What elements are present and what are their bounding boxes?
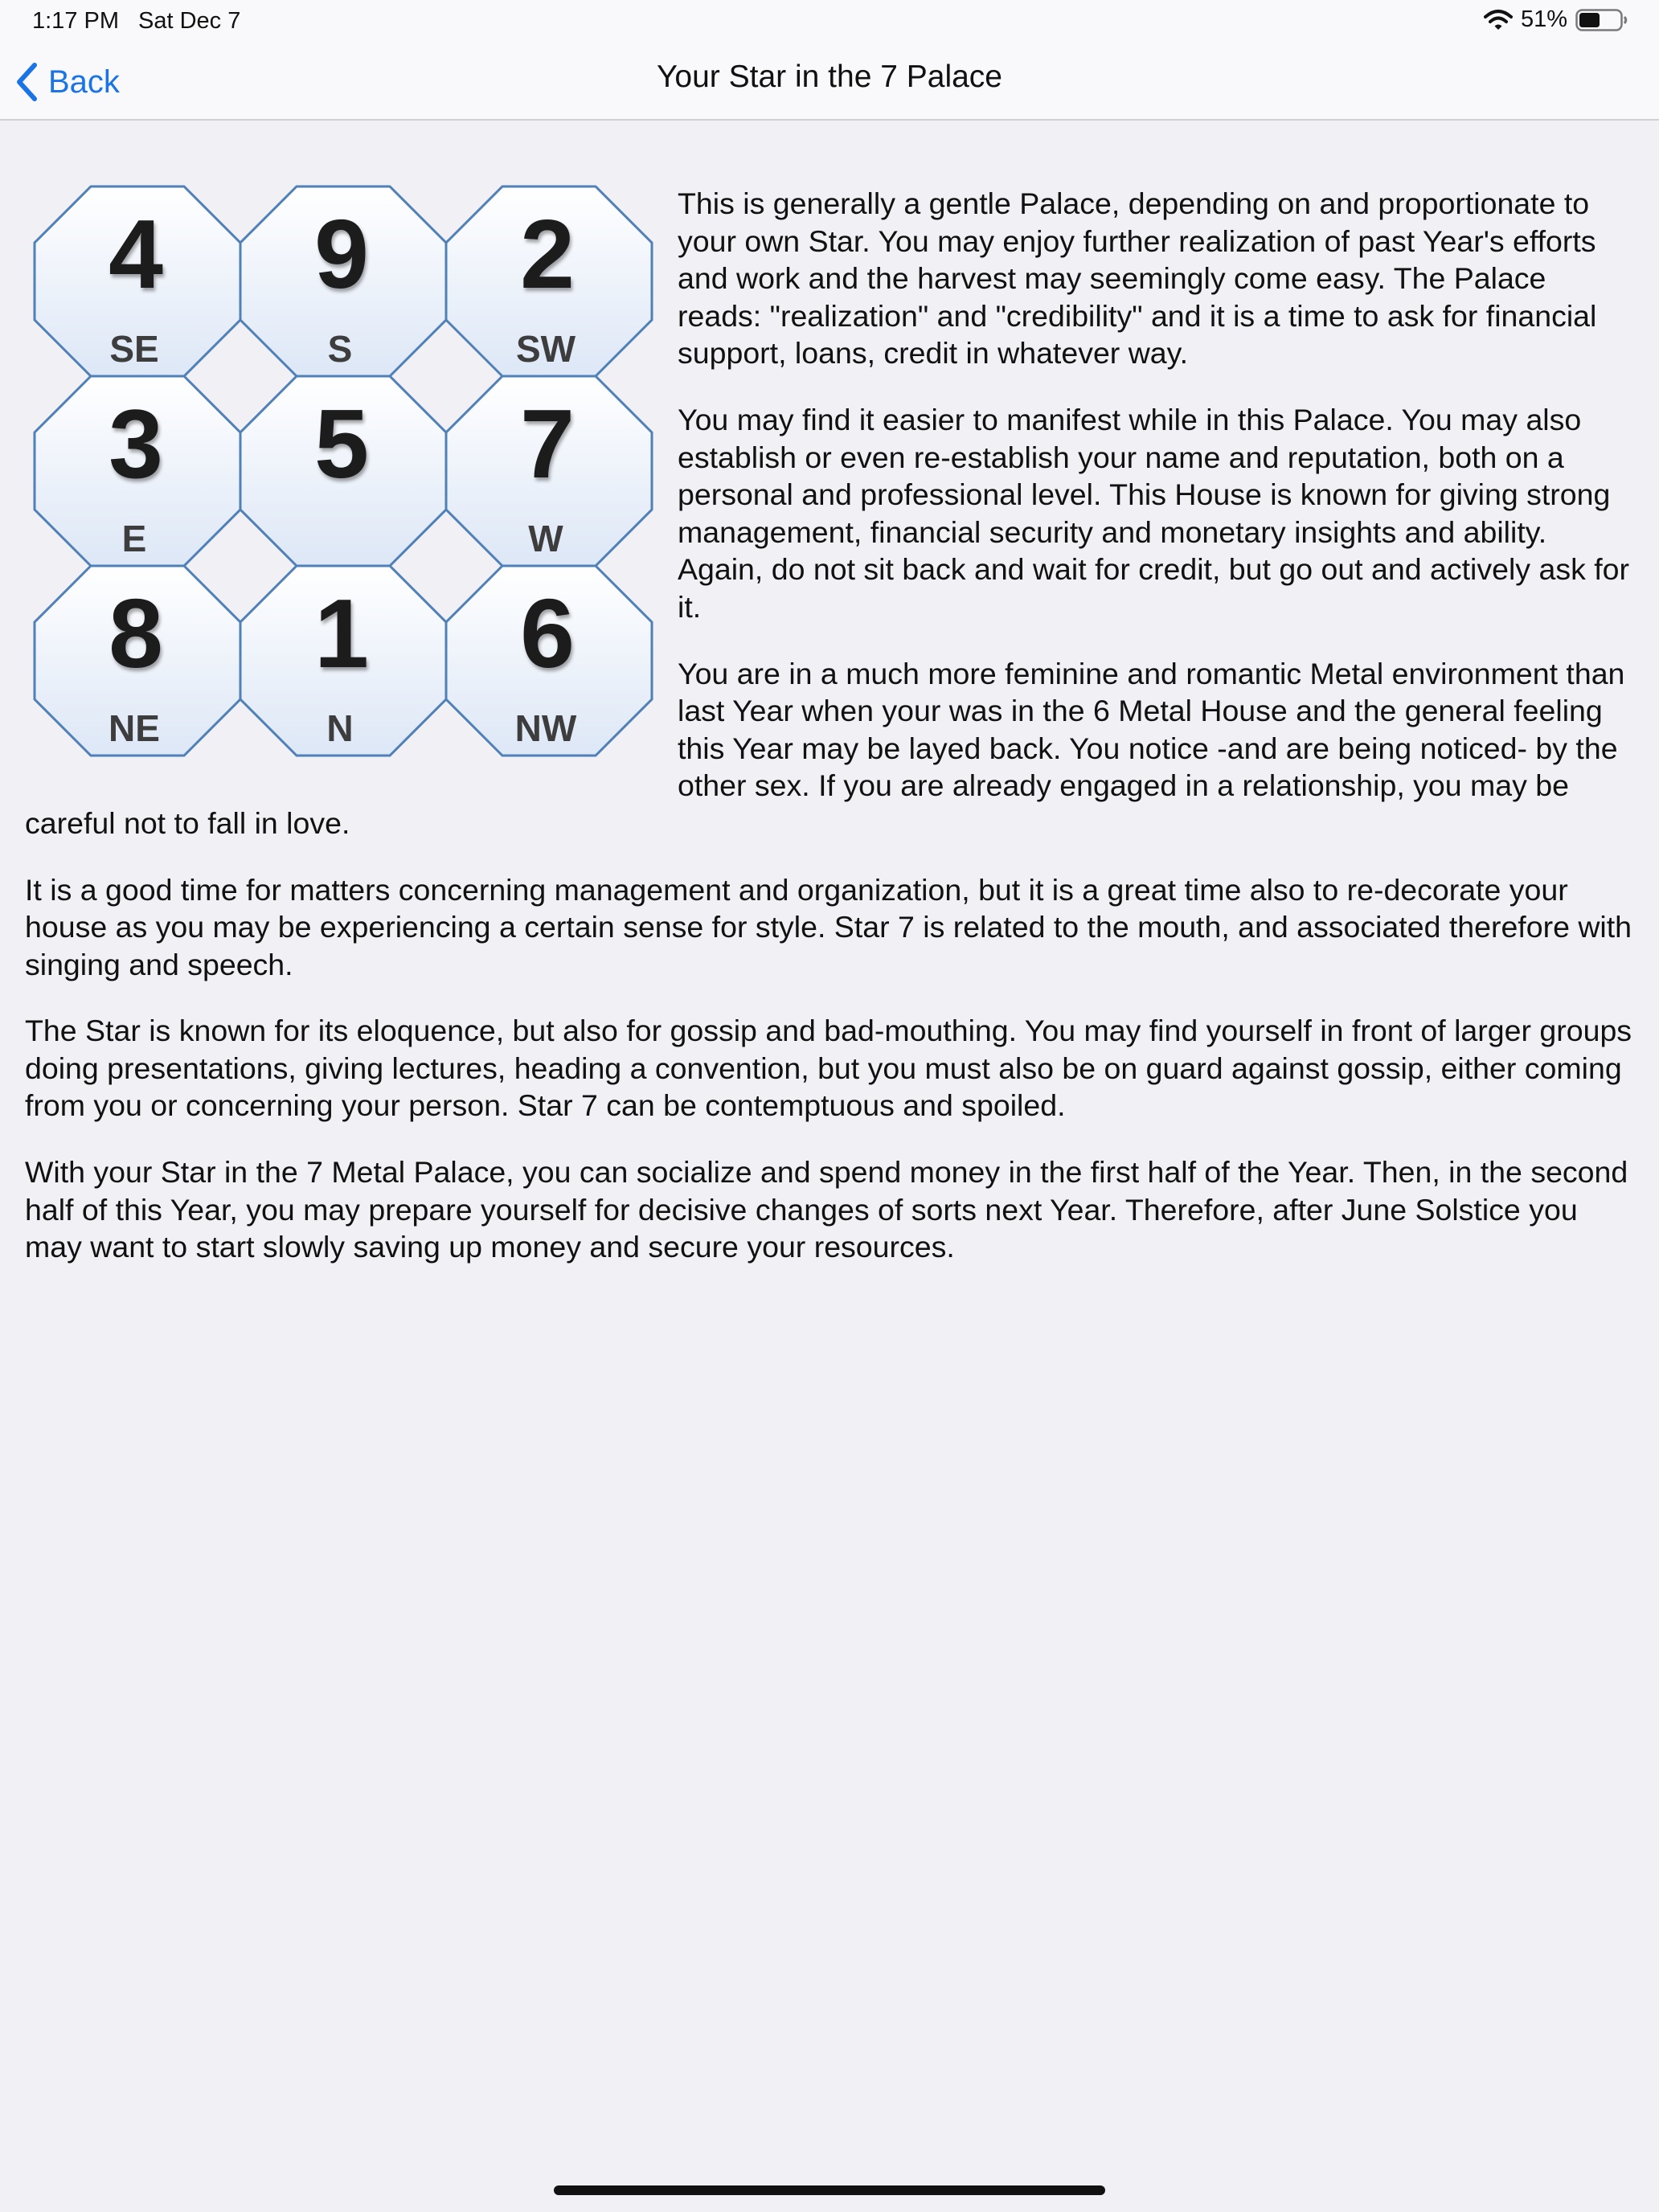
grid-cell — [240, 566, 446, 756]
home-indicator — [554, 2185, 1105, 2195]
grid-cell — [446, 186, 652, 376]
paragraph: The Star is known for its eloquence, but also for gossip and bad-mouthing. You may find yourself in front of larger groups doing presentations, giving lectures, heading a convention, but you must also be on guard against gossip, either coming from you or concerning your person. Star 7 can be contemptuous and spoiled. — [25, 1014, 1632, 1123]
direction-label: NW — [514, 707, 577, 749]
star-number: 1 — [314, 579, 369, 688]
star-number: 9 — [314, 199, 369, 309]
grid-cell — [35, 186, 240, 376]
grid-cell — [240, 376, 446, 566]
direction-label: NE — [109, 707, 160, 749]
grid-cell — [35, 376, 240, 566]
star-number: 4 — [109, 199, 163, 309]
status-indicators — [1484, 6, 1628, 33]
star-number: 7 — [520, 389, 575, 498]
flying-star-grid — [25, 185, 657, 781]
status-time: 1:17 PM — [32, 8, 119, 34]
flying-star-grid-svg — [25, 185, 657, 781]
back-label: Back — [48, 63, 120, 100]
paragraph: This is generally a gentle Palace, depending on and proportionate to your own Star. You may enjoy further realization of past Year's efforts and work and the harvest may seemingly come easy. The Palace reads: "realization" and "credibility" and it is a time to ask for financial support, loans, credit in whatever way. — [678, 186, 1597, 371]
page-title: Your Star in the 7 Palace — [656, 59, 1002, 94]
battery-icon — [1575, 8, 1628, 32]
grid-cell — [35, 566, 240, 756]
star-number: 6 — [520, 579, 575, 688]
status-date: Sat Dec 7 — [138, 8, 241, 34]
battery-fill — [1579, 13, 1600, 27]
status-bar — [0, 0, 1659, 45]
paragraph: You may find it easier to manifest while in this Palace. You may also establish or even re-establish your name and reputation, both on a personal and professional level. This House is known for giving strong management, financial security and monetary insights and ability. Again, do not sit back and wait for credit, but go out and actively ask for it. — [678, 402, 1629, 624]
direction-label: SW — [515, 328, 576, 370]
star-number: 8 — [109, 579, 163, 688]
direction-label: S — [327, 328, 353, 370]
battery-percent: 51% — [1520, 6, 1567, 32]
content-area — [25, 185, 1634, 1295]
star-number: 2 — [520, 199, 575, 309]
grid-cell — [446, 566, 652, 756]
wifi-icon — [1484, 9, 1513, 31]
star-number: 5 — [314, 389, 369, 498]
paragraph: It is a good time for matters concerning management and organization, but it is a great time also to re-decorate your house as you may be experiencing a certain sense for style. Star 7 is related to the mouth, and associated therefore with singing and speech. — [25, 872, 1632, 981]
direction-label: E — [121, 518, 147, 559]
direction-label: W — [528, 518, 563, 559]
direction-label: SE — [109, 328, 159, 370]
navigation-bar — [0, 45, 1659, 121]
grid-cell — [446, 376, 652, 566]
grid-cell — [240, 186, 446, 376]
direction-label: N — [326, 707, 354, 749]
star-number: 3 — [109, 389, 163, 498]
paragraph: With your Star in the 7 Metal Palace, you can socialize and spend money in the first half of the Year. Then, in the second half of this Year, you may prepare yourself for decisive changes of sorts next Year. Therefore, after June Solstice you may want to start slowly saving up money and secure your resources. — [25, 1155, 1628, 1264]
paragraph: You are in a much more feminine and romantic Metal environment than last Year when your was in the 6 Metal House and the general feeling this Year may be layed back. You notice -and are being noticed- by the other sex. If you are already engaged in a relationship, you may be careful not to fall in love. — [25, 656, 1625, 840]
